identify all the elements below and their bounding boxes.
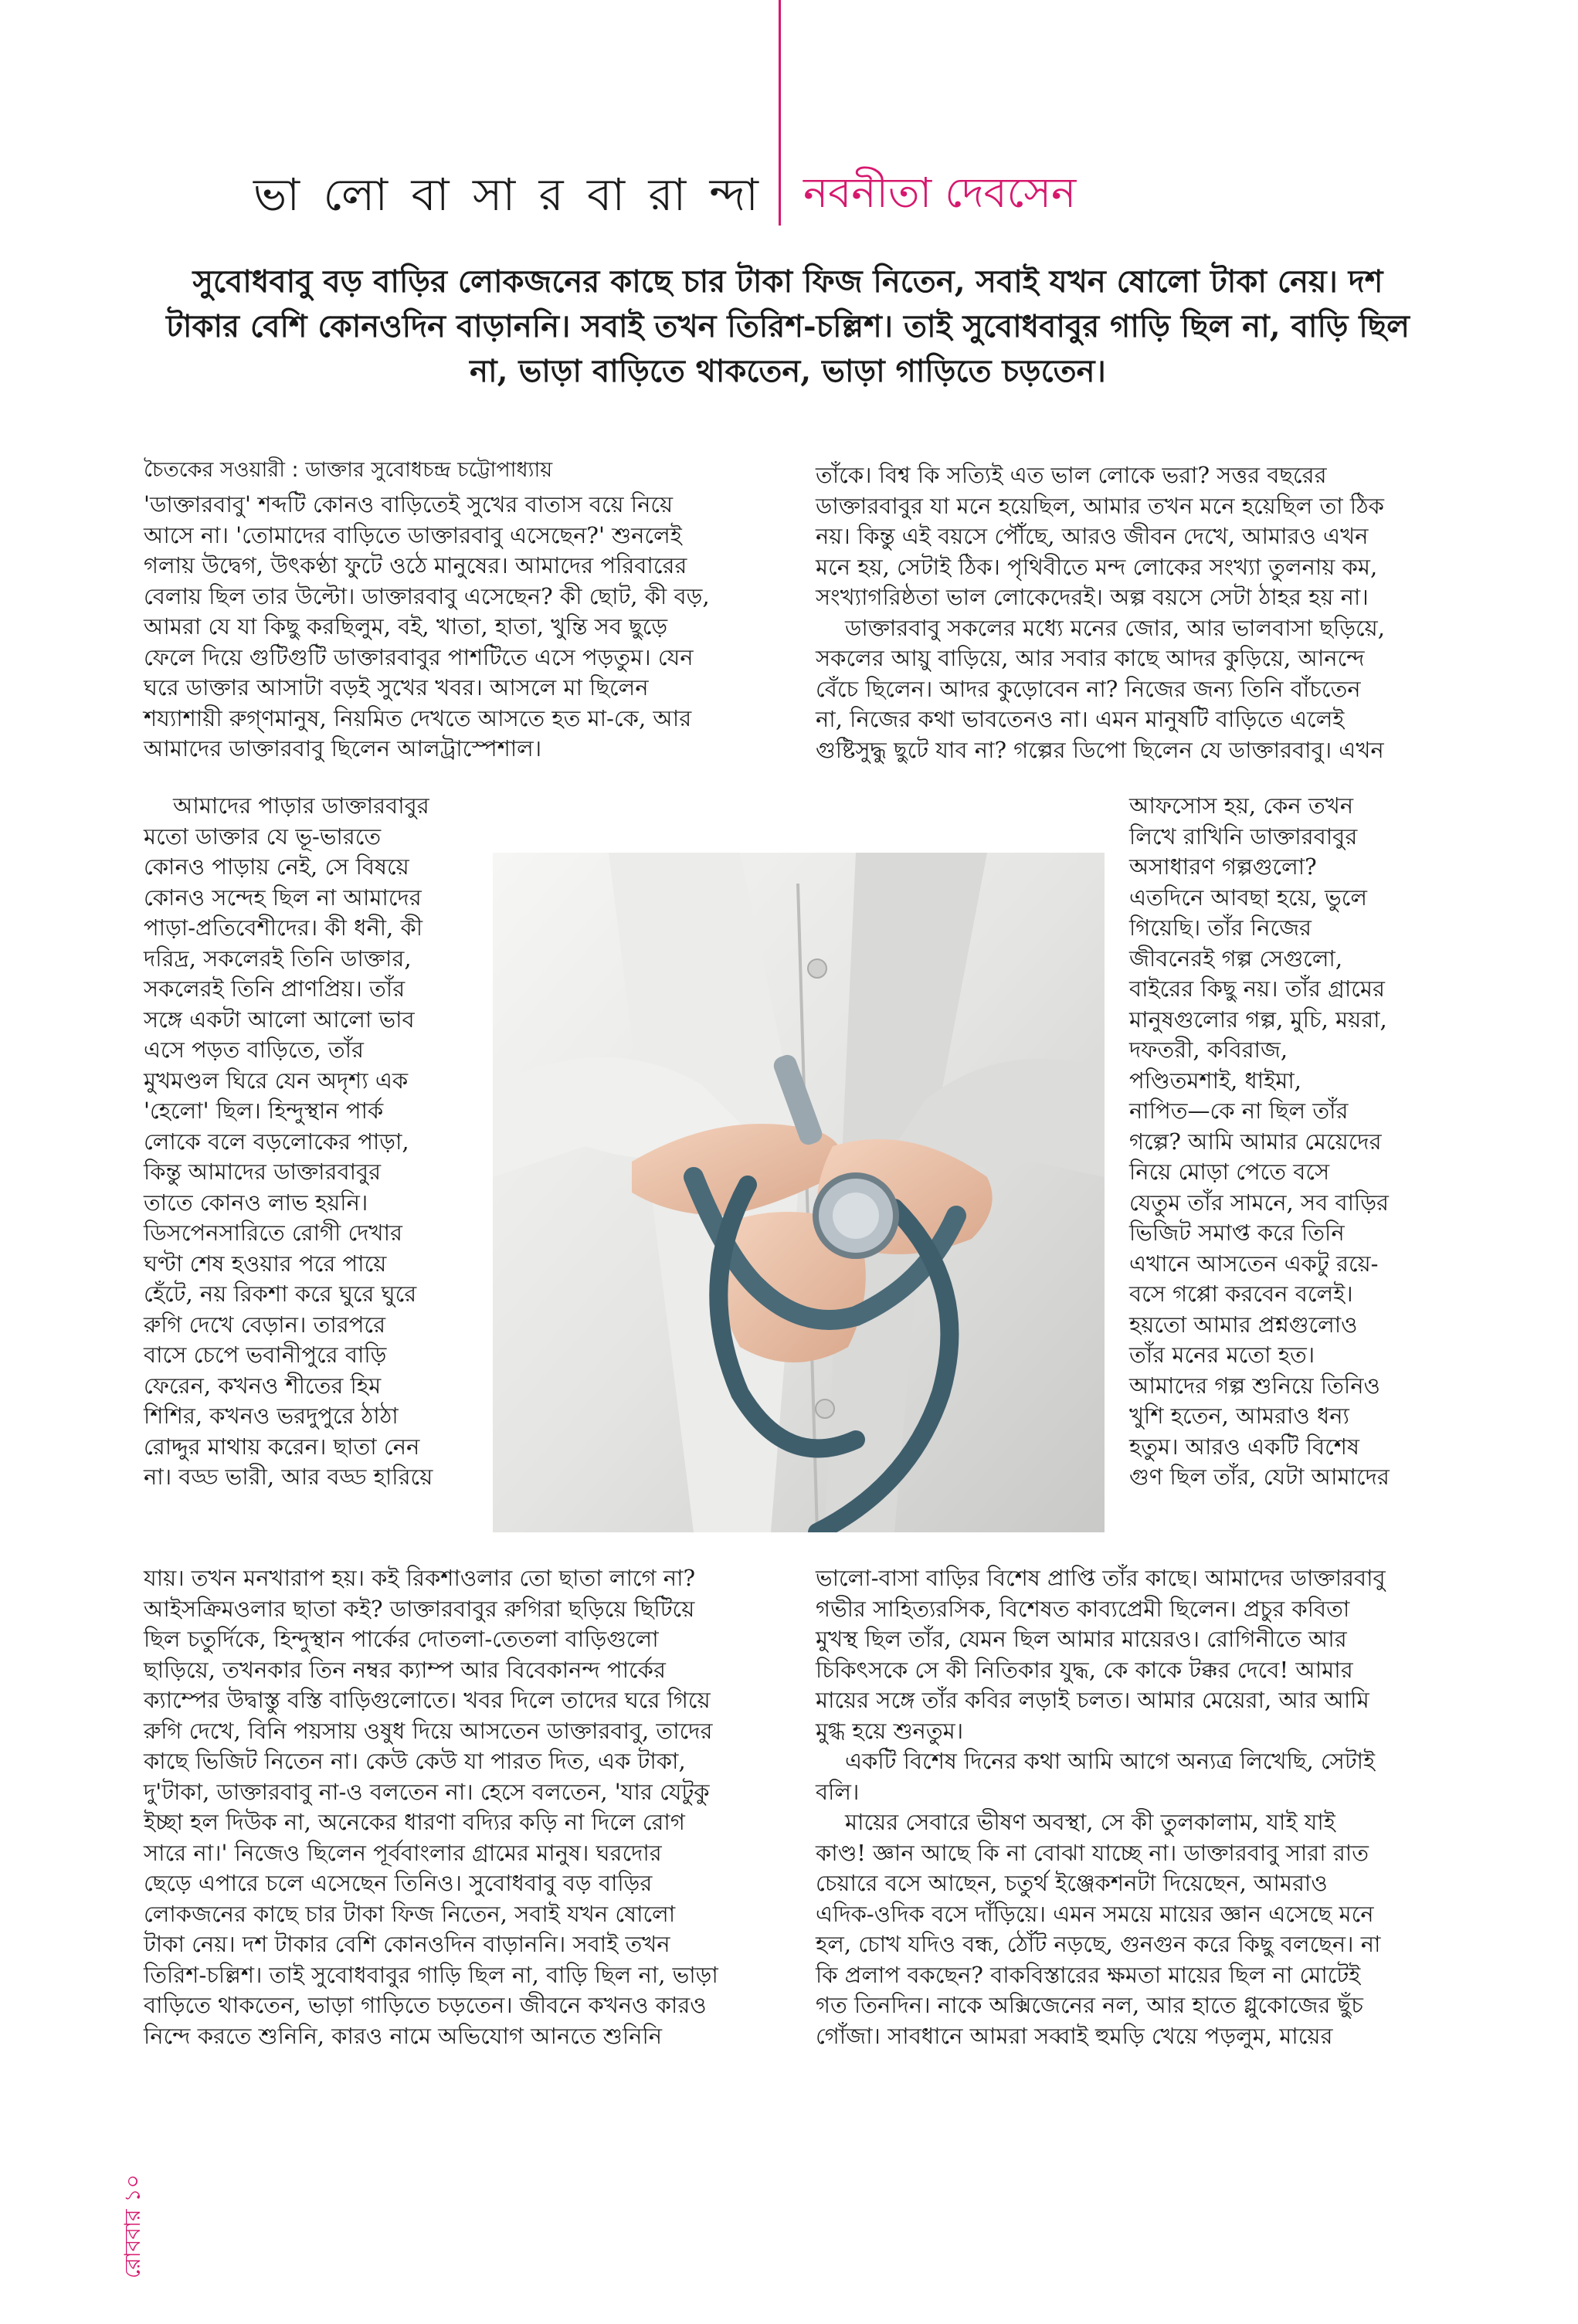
text-line: ঘণ্টা শেষ হওয়ার পরে পায়ে bbox=[144, 1250, 387, 1277]
right-column-bottom bbox=[816, 1563, 1386, 2051]
lead-line: টাকার বেশি কোনওদিন বাড়াননি। সবাই তখন তিরিশ-চল্লিশ। তাই সুবোধবাবুর গাড়ি ছিল না, বাড়ি ছিল bbox=[166, 308, 1410, 344]
text-line: দফতরী, কবিরাজ, bbox=[1129, 1036, 1288, 1063]
text-line: গুষ্টিসুদ্ধু ছুটে যাব না? গল্পের ডিপো ছিলেন যে ডাক্তারবাবু। এখন bbox=[816, 736, 1384, 763]
text-line: টাকা নেয়। দশ টাকার বেশি কোনওদিন বাড়াননি। সবাই তখন bbox=[144, 1931, 670, 1957]
text-line: ছাড়িয়ে, তখনকার তিন নম্বর ক্যাম্প আর বিবেকানন্দ পার্কের bbox=[144, 1656, 666, 1683]
text-line: চেয়ারে বসে আছেন, চতুর্থ ইঞ্জেকশনটা দিয়েছেন, আমরাও bbox=[816, 1870, 1328, 1896]
text-line: বেলায় ছিল তার উল্টো। ডাক্তারবাবু এসেছেন? কী ছোট, কী বড়, bbox=[144, 582, 710, 609]
text-line: নিন্দে করতে শুনিনি, কারও নামে অভিযোগ আনতে শুনিনি bbox=[144, 2022, 663, 2049]
text-line: আফসোস হয়, কেন তখন bbox=[1129, 792, 1354, 819]
text-line: কাণ্ড! জ্ঞান আছে কি না বোঝা যাচ্ছে না। ডাক্তারবাবু সারা রাত bbox=[816, 1839, 1369, 1866]
text-line: একটি বিশেষ দিনের কথা আমি আগে অন্যত্র লিখেছি, সেটাই bbox=[845, 1748, 1376, 1774]
text-line: যেতুম তাঁর সামনে, সব বাড়ির bbox=[1129, 1189, 1389, 1216]
lead-line: না, ভাড়া বাড়িতে থাকতেন, ভাড়া গাড়িতে চড়তেন। bbox=[470, 353, 1106, 389]
text-line: মুখমণ্ডল ঘিরে যেন অদৃশ্য এক bbox=[144, 1067, 409, 1094]
column-title: ভা লো বা সা র বা রা ন্দা bbox=[253, 168, 763, 221]
text-line: ডাক্তারবাবুর যা মনে হয়েছিল, আমার তখন মনে হয়েছিল তা ঠিক bbox=[816, 492, 1384, 519]
text-line: মতো ডাক্তার যে ভূ-ভারতে bbox=[144, 823, 382, 850]
text-line: তাতে কোনও লাভ হয়নি। bbox=[144, 1189, 368, 1216]
text-line: বাইরের কিছু নয়। তাঁর গ্রামের bbox=[1129, 975, 1385, 1002]
text-line: ডিসপেনসারিতে রোগী দেখার bbox=[144, 1220, 402, 1246]
text-line: ভালো-বাসা বাড়ির বিশেষ প্রাপ্তি তাঁর কাছে। আমাদের ডাক্তারবাবু bbox=[816, 1565, 1386, 1591]
text-line: ছেড়ে এপারে চলে এসেছেন তিনিও। সুবোধবাবু বড় বাড়ির bbox=[144, 1870, 653, 1896]
text-line: এতদিনে আবছা হয়ে, ভুলে bbox=[1129, 884, 1367, 911]
text-line: আমরা যে যা কিছু করছিলুম, বই, খাতা, হাতা, খুন্তি সব ছুড়ে bbox=[144, 613, 668, 640]
text-line: মানুষগুলোর গল্প, মুচি, ময়রা, bbox=[1129, 1006, 1387, 1033]
text-line: মুখস্থ ছিল তাঁর, যেমন ছিল আমার মায়েরও। রোগিনীতে আর bbox=[816, 1626, 1347, 1652]
text-line: মায়ের সঙ্গে তাঁর কবির লড়াই চলত। আমার মেয়েরা, আর আমি bbox=[816, 1687, 1369, 1713]
text-line: কাছে ভিজিট নিতেন না। কেউ কেউ যা পারত দিত, এক টাকা, bbox=[144, 1748, 686, 1774]
left-column-narrow bbox=[144, 791, 433, 1493]
text-line: তিরিশ-চল্লিশ। তাই সুবোধবাবুর গাড়ি ছিল না, বাড়ি ছিল না, ভাড়া bbox=[144, 1961, 718, 1988]
text-line: হয়তো আমার প্রশ্নগুলোও bbox=[1129, 1311, 1358, 1338]
text-line: আসে না। 'তোমাদের বাড়িতে ডাক্তারবাবু এসেছেন?' শুনলেই bbox=[144, 521, 682, 548]
text-line: ফেলে দিয়ে গুটিগুটি ডাক্তারবাবুর পাশটিতে এসে পড়তুম। যেন bbox=[144, 643, 694, 670]
text-line: মনে হয়, সেটাই ঠিক। পৃথিবীতে মন্দ লোকের সংখ্যা তুলনায় কম, bbox=[816, 553, 1378, 580]
page-folio: রোববার ১০ bbox=[120, 2174, 145, 2278]
text-line: মুগ্ধ হয়ে শুনতুম। bbox=[816, 1717, 964, 1744]
text-line: বলি। bbox=[816, 1778, 860, 1805]
text-line: কোনও পাড়ায় নেই, সে বিষয়ে bbox=[144, 853, 409, 880]
text-line: বেঁচে ছিলেন। আদর কুড়োবেন না? নিজের জন্য তিনি বাঁচতেন bbox=[816, 675, 1361, 702]
text-line: 'হেলো' ছিল। হিন্দুস্থান পার্ক bbox=[144, 1098, 384, 1124]
text-line: চিকিৎসকে সে কী নিতিকার যুদ্ধ, কে কাকে টক্কর দেবে! আমার bbox=[816, 1656, 1353, 1683]
text-line: ডাক্তারবাবু সকলের মধ্যে মনের জোর, আর ভালবাসা ছড়িয়ে, bbox=[845, 614, 1385, 641]
text-line: এসে পড়ত বাড়িতে, তাঁর bbox=[144, 1036, 364, 1063]
text-line: নিয়ে মোড়া পেতে বসে bbox=[1129, 1159, 1330, 1185]
text-line: গিয়েছি। তাঁর নিজের bbox=[1129, 914, 1312, 941]
text-line: শিশির, কখনও ভরদুপুরে ঠাঠা bbox=[144, 1403, 399, 1429]
text-line: তাঁর মনের মতো হত। bbox=[1129, 1342, 1315, 1368]
text-line: আইসক্রিমওলার ছাতা কই? ডাক্তারবাবুর রুগিরা ছড়িয়ে ছিটিয়ে bbox=[144, 1595, 695, 1622]
text-line: সারে না।' নিজেও ছিলেন পূর্ববাংলার গ্রামের মানুষ। ঘরদোর bbox=[144, 1839, 662, 1866]
text-line: আমাদের গল্প শুনিয়ে তিনিও bbox=[1129, 1372, 1380, 1399]
text-line: শয্যাশায়ী রুগ্ণমানুষ, নিয়মিত দেখতে আসতে হত মা-কে, আর bbox=[144, 704, 692, 731]
text-line: কি প্রলাপ বকছেন? বাকবিস্তারের ক্ষমতা মায়ের ছিল না মোটেই bbox=[816, 1961, 1361, 1988]
text-line: গোঁজা। সাবধানে আমরা সব্বাই হুমড়ি খেয়ে পড়লুম, মায়ের bbox=[816, 2022, 1333, 2049]
text-line: গত তিনদিন। নাকে অক্সিজেনের নল, আর হাতে গ্লুকোজের ছুঁচ bbox=[816, 1992, 1363, 2018]
text-line: ফেরেন, কখনও শীতের হিম bbox=[144, 1372, 382, 1399]
doctor-hands-stethoscope-icon bbox=[493, 853, 1105, 1532]
author-name: নবনীতা দেবসেন bbox=[803, 168, 1077, 217]
right-column-narrow bbox=[1129, 791, 1390, 1493]
text-line: নাপিত—কে না ছিল তাঁর bbox=[1129, 1098, 1349, 1124]
text-line: আমাদের পাড়ার ডাক্তারবাবুর bbox=[173, 792, 429, 819]
text-line: লোকে বলে বড়লোকের পাড়া, bbox=[144, 1128, 409, 1155]
text-line: দরিদ্র, সকলেরই তিনি ডাক্তার, bbox=[144, 945, 412, 972]
text-line: এখানে আসতেন একটু রয়ে- bbox=[1129, 1250, 1379, 1277]
text-line: 'ডাক্তারবাবু' শব্দটি কোনও বাড়িতেই সুখের বাতাস বয়ে নিয়ে bbox=[144, 491, 674, 517]
text-line: বসে গপ্পো করবেন বলেই। bbox=[1129, 1281, 1353, 1307]
text-line: না। বড্ড ভারী, আর বড্ড হারিয়ে bbox=[144, 1464, 433, 1490]
text-line: দু'টাকা, ডাক্তারবাবু না-ও বলতেন না। হেসে বলতেন, 'যার যেটুকু bbox=[144, 1778, 710, 1805]
text-line: হল, চোখ যদিও বন্ধ, ঠোঁট নড়ছে, গুনগুন করে কিছু বলছেন। না bbox=[816, 1931, 1381, 1957]
text-line: হতুম। আরও একটি বিশেষ bbox=[1129, 1433, 1359, 1460]
text-line: নয়। কিন্তু এই বয়সে পৌঁছে, আরও জীবন দেখে, আমারও এখন bbox=[816, 523, 1369, 549]
text-line: জীবনেরই গল্প সেগুলো, bbox=[1129, 945, 1343, 972]
text-line: রুগি দেখে বেড়ান। তারপরে bbox=[144, 1311, 386, 1338]
text-line: পাড়া-প্রতিবেশীদের। কী ধনী, কী bbox=[144, 914, 423, 941]
text-line: গল্পে? আমি আমার মেয়েদের bbox=[1129, 1128, 1382, 1155]
text-line: আমাদের ডাক্তারবাবু ছিলেন আলট্রাস্পেশাল। bbox=[144, 735, 542, 762]
text-line: কোনও সন্দেহ ছিল না আমাদের bbox=[144, 884, 422, 911]
text-line: না, নিজের কথা ভাবতেনও না। এমন মানুষটি বাড়িতে এলেই bbox=[816, 706, 1345, 732]
text-line: খুশি হতেন, আমরাও ধন্য bbox=[1129, 1403, 1349, 1429]
right-column-top bbox=[816, 460, 1385, 765]
lead-line: সুবোধবাবু বড় বাড়ির লোকজনের কাছে চার টাকা ফিজ নিতেন, সবাই যখন ষোলো টাকা নেয়। দশ bbox=[192, 263, 1383, 300]
text-line: ইচ্ছা হল দিউক না, অনেকের ধারণা বদ্যির কড়ি না দিলে রোগ bbox=[144, 1809, 685, 1835]
text-line: গলায় উদ্বেগ, উৎকণ্ঠা ফুটে ওঠে মানুষের। আমাদের পরিবারের bbox=[144, 552, 687, 578]
text-line: মায়ের সেবারে ভীষণ অবস্থা, সে কী তুলকালাম, যাই যাই bbox=[845, 1809, 1335, 1835]
lead-paragraph bbox=[108, 260, 1468, 394]
text-line: এদিক-ওদিক বসে দাঁড়িয়ে। এমন সময়ে মায়ের জ্ঞান এসেছে মনে bbox=[816, 1900, 1374, 1927]
text-line: রোদ্দুর মাথায় করেন। ছাতা নেন bbox=[144, 1433, 420, 1460]
text-line: সকলের আয়ু বাড়িয়ে, আর সবার কাছে আদর কুড়িয়ে, আনন্দে bbox=[816, 645, 1365, 671]
text-line: পণ্ডিতমশাই, ধাইমা, bbox=[1129, 1067, 1301, 1094]
photo-caption: চৈতকের সওয়ারী : ডাক্তার সুবোধচন্দ্র চট্টোপাধ্যায় bbox=[144, 458, 553, 482]
text-line: ভিজিট সমাপ্ত করে তিনি bbox=[1129, 1220, 1345, 1246]
text-line: লোকজনের কাছে চার টাকা ফিজ নিতেন, সবাই যখন ষোলো bbox=[144, 1900, 676, 1927]
text-line: রুগি দেখে, বিনি পয়সায় ওষুধ দিয়ে আসতেন ডাক্তারবাবু, তাদের bbox=[144, 1717, 713, 1744]
text-line: হেঁটে, নয় রিকশা করে ঘুরে ঘুরে bbox=[144, 1281, 417, 1307]
text-line: গুণ ছিল তাঁর, যেটা আমাদের bbox=[1129, 1464, 1390, 1490]
left-column-bottom bbox=[144, 1563, 718, 2051]
text-line: অসাধারণ গল্পগুলো? bbox=[1129, 853, 1317, 880]
text-line: ক্যাম্পের উদ্বাস্তু বস্তি বাড়িগুলোতে। খবর দিলে তাদের ঘরে গিয়ে bbox=[144, 1687, 711, 1713]
text-line: ঘরে ডাক্তার আসাটা বড়ই সুখের খবর। আসলে মা ছিলেন bbox=[144, 674, 649, 701]
header-divider-line bbox=[779, 0, 781, 226]
text-line: গভীর সাহিত্যরসিক, বিশেষত কাব্যপ্রেমী ছিলেন। প্রচুর কবিতা bbox=[816, 1595, 1350, 1622]
text-line: লিখে রাখিনি ডাক্তারবাবুর bbox=[1129, 823, 1358, 850]
text-line: কিন্তু আমাদের ডাক্তারবাবুর bbox=[144, 1159, 382, 1185]
text-line: তাঁকে। বিশ্ব কি সত্যিই এত ভাল লোকে ভরা? সত্তর বছরের bbox=[816, 462, 1327, 488]
text-line: বাড়িতে থাকতেন, ভাড়া গাড়িতে চড়তেন। জীবনে কখনও কারও bbox=[144, 1992, 707, 2018]
text-line: সঙ্গে একটা আলো আলো ভাব bbox=[144, 1006, 415, 1033]
text-line: বাসে চেপে ভবানীপুরে বাড়ি bbox=[144, 1342, 387, 1368]
left-column-top bbox=[144, 490, 710, 765]
doctor-stethoscope-photo bbox=[493, 853, 1105, 1532]
text-line: ছিল চতুর্দিকে, হিন্দুস্থান পার্কের দোতলা-তেতলা বাড়িগুলো bbox=[144, 1626, 659, 1652]
text-line: সকলেরই তিনি প্রাণপ্রিয়। তাঁর bbox=[144, 975, 406, 1002]
text-line: যায়। তখন মনখারাপ হয়। কই রিকশাওলার তো ছাতা লাগে না? bbox=[144, 1565, 696, 1591]
text-line: সংখ্যাগরিষ্ঠতা ভাল লোকেদেরই। অল্প বয়সে সেটা ঠাহর হয় না। bbox=[816, 584, 1369, 610]
